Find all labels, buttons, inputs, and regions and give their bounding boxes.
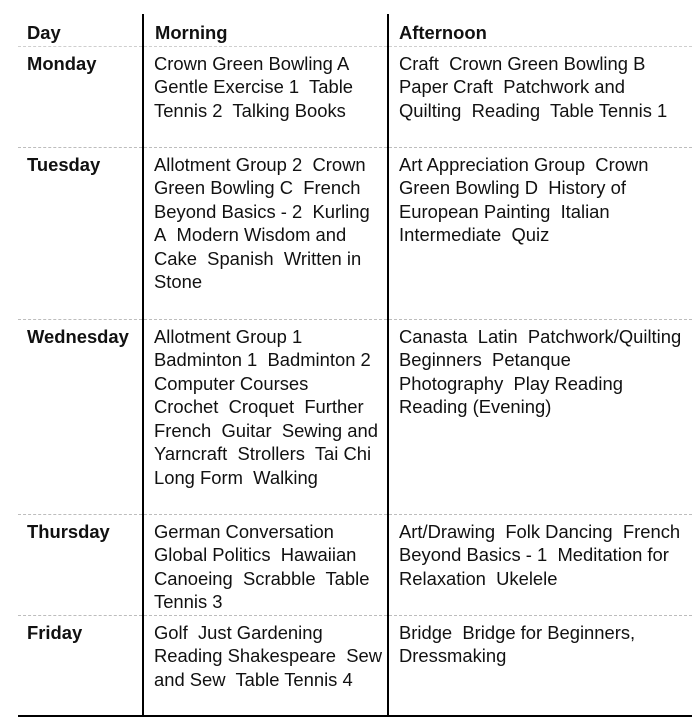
activity-item: Crown Green Bowling C bbox=[154, 153, 366, 198]
activity-item: Golf bbox=[154, 621, 188, 643]
activity-item: Patchwork/Quilting Beginners bbox=[399, 325, 682, 370]
activity-item: Photography bbox=[399, 372, 504, 394]
activity-item: Art/Drawing bbox=[399, 520, 496, 542]
activity-item: Strollers bbox=[237, 443, 305, 464]
activity-item: Latin bbox=[477, 325, 518, 347]
activity-item: Further French bbox=[154, 396, 364, 441]
activity-item: Italian Intermediate bbox=[399, 200, 610, 245]
activity-item: Play Reading bbox=[513, 372, 623, 394]
activity-item: Sewing and Yarncraft bbox=[154, 419, 378, 464]
morning-activities-cell bbox=[143, 46, 388, 147]
table-row bbox=[18, 615, 692, 716]
activity-item: Global Politics bbox=[154, 544, 271, 565]
day-column-header: Day bbox=[18, 14, 143, 46]
day-cell: Thursday bbox=[18, 514, 143, 615]
activity-item: Spanish bbox=[207, 247, 274, 269]
activity-item: Croquet bbox=[228, 396, 295, 417]
activity-item: Folk Dancing bbox=[505, 520, 613, 542]
activity-item: German Conversation bbox=[154, 520, 334, 542]
activity-item: Craft bbox=[399, 52, 439, 74]
afternoon-activities-cell bbox=[388, 319, 692, 514]
activity-item: Canasta bbox=[399, 325, 468, 347]
afternoon-column-header: Afternoon bbox=[388, 14, 692, 46]
activity-item: Allotment Group 1 bbox=[154, 325, 303, 347]
activity-item: Petanque bbox=[492, 349, 571, 370]
day-cell: Friday bbox=[18, 615, 143, 716]
activity-item: Patchwork and Quilting bbox=[399, 76, 625, 121]
activity-item: Modern Wisdom and Cake bbox=[154, 224, 347, 269]
activity-item: Crown Green Bowling B bbox=[449, 52, 646, 74]
timetable-sheet bbox=[18, 14, 692, 718]
afternoon-activities-cell bbox=[388, 147, 692, 319]
table-row bbox=[18, 147, 692, 319]
activity-item: Crown Green Bowling A bbox=[154, 52, 350, 74]
activity-item: Allotment Group 2 bbox=[154, 153, 303, 175]
morning-activities-cell bbox=[143, 147, 388, 319]
activity-item: Bridge bbox=[399, 621, 453, 643]
activity-item: Ukelele bbox=[496, 567, 558, 589]
table-row bbox=[18, 46, 692, 147]
activity-item: Scrabble bbox=[242, 567, 316, 589]
activity-item: Crown Green Bowling D bbox=[399, 153, 649, 198]
table-row bbox=[18, 319, 692, 514]
activity-item: Badminton 2 bbox=[267, 349, 371, 370]
morning-column-header: Morning bbox=[143, 14, 388, 46]
activity-item: Badminton 1 bbox=[154, 349, 258, 370]
activity-item: Walking bbox=[253, 466, 318, 488]
activity-item: Crochet bbox=[154, 396, 219, 417]
activity-item: French Beyond Basics - 1 bbox=[399, 520, 681, 565]
activity-item: Sew and Sew bbox=[154, 645, 383, 690]
morning-activities-cell bbox=[143, 615, 388, 716]
morning-activities-cell bbox=[143, 319, 388, 514]
activity-item: Quiz bbox=[511, 224, 550, 245]
day-cell: Wednesday bbox=[18, 319, 143, 514]
activity-item: Gentle Exercise 1 bbox=[154, 76, 300, 97]
activity-item: Table Tennis 1 bbox=[550, 99, 668, 121]
table-row bbox=[18, 514, 692, 615]
activity-item: Meditation for Relaxation bbox=[399, 544, 669, 589]
activity-item: Hawaiian Canoeing bbox=[154, 544, 357, 589]
activity-item: Talking Books bbox=[232, 99, 346, 121]
afternoon-activities-cell bbox=[388, 615, 692, 716]
activity-item: History of European Painting bbox=[399, 177, 626, 222]
activity-item: French Beyond Basics - 2 bbox=[154, 177, 361, 222]
activity-item: Tai Chi Long Form bbox=[154, 443, 372, 488]
activity-item: Written in Stone bbox=[154, 247, 362, 292]
activity-item: Paper Craft bbox=[399, 76, 494, 97]
morning-activities-cell bbox=[143, 514, 388, 615]
header-row bbox=[18, 14, 692, 46]
activity-item: Dressmaking bbox=[399, 645, 507, 666]
activity-item: Table Tennis 2 bbox=[154, 76, 354, 121]
afternoon-activities-cell bbox=[388, 46, 692, 147]
afternoon-activities-cell bbox=[388, 514, 692, 615]
activity-item: Bridge for Beginners, bbox=[462, 621, 636, 643]
activity-item: Reading bbox=[471, 99, 541, 121]
activity-item: Just Gardening bbox=[197, 621, 323, 643]
activity-item: Computer Courses bbox=[154, 372, 309, 394]
weekly-activity-timetable bbox=[18, 14, 692, 717]
activity-item: Kurling A bbox=[154, 200, 370, 245]
activity-item: Art Appreciation Group bbox=[399, 153, 586, 175]
activity-item: Reading Shakespeare bbox=[154, 645, 336, 666]
activity-item: Guitar bbox=[221, 419, 272, 441]
activity-item: Table Tennis 3 bbox=[154, 567, 370, 612]
day-cell: Tuesday bbox=[18, 147, 143, 319]
activity-item: Reading (Evening) bbox=[399, 396, 552, 417]
day-cell: Monday bbox=[18, 46, 143, 147]
activity-item: Table Tennis 4 bbox=[235, 668, 353, 690]
